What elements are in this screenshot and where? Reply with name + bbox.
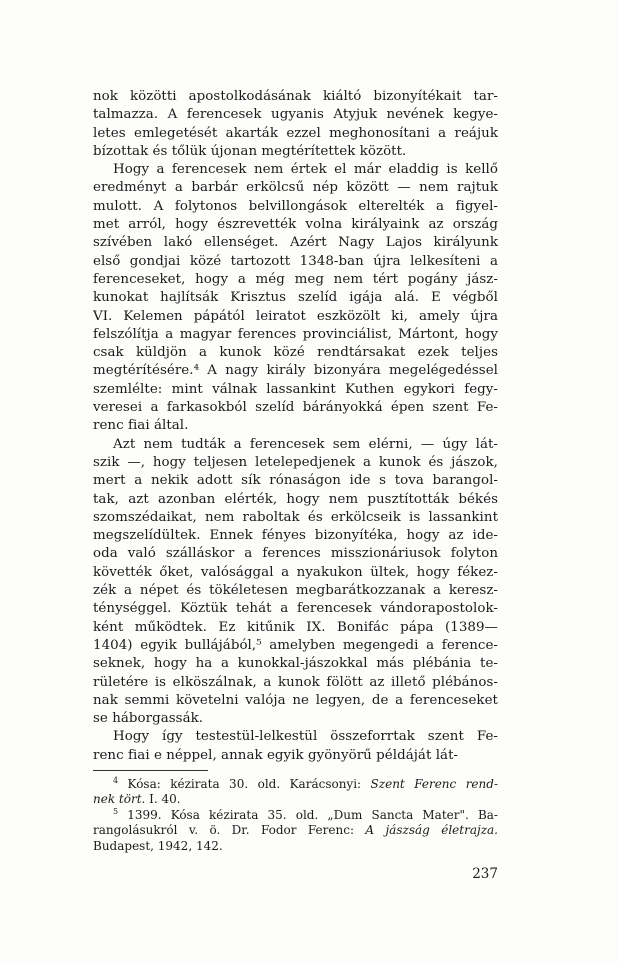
- text-line: tak, azt azonban elérték, hogy nem pusztították békés: [93, 491, 498, 507]
- footnote-title: A jászság életrajza.: [365, 823, 498, 838]
- main-text: [93, 88, 498, 765]
- paragraph: [93, 161, 498, 435]
- footnote-title: nek tört.: [93, 792, 146, 807]
- text-line: letes emlegetését akarták ezzel meghonosítani a reájuk: [93, 125, 498, 141]
- text-line: kunokat hajlítsák Krisztus szelíd igája alá. E végből: [93, 290, 498, 306]
- text-line: 1404) egyik bullájából,⁵ amelyben megengedi a ference-: [93, 637, 498, 653]
- text-line: szik —, hogy teljesen letelepedjenek a kunok és jászok,: [93, 454, 498, 470]
- text-line: met arról, hogy észrevették volna királyaink az ország: [93, 217, 498, 233]
- text-line: nok közötti apostolkodásának kiáltó bizonyítékait tar-: [93, 89, 498, 104]
- paragraph: [93, 436, 498, 729]
- footnote-text: 1399. Kósa kézirata 35. old. „Dum Sancta Mater". Ba-: [127, 807, 498, 822]
- text-line: seknek, hogy ha a kunokkal-jászokkal más plébánia te-: [93, 656, 498, 672]
- text-line: veresei a farkasokból szelíd bárányokká épen szent Fe-: [93, 400, 498, 416]
- text-line: bízottak és tőlük újonan megtérítettek között.: [93, 143, 407, 159]
- text-line: zék a népet és tökéletesen megbarátkozzanak a keresz-: [93, 583, 498, 599]
- footnote-line: [93, 823, 498, 838]
- text-line: ként működtek. Ez kitűnik IX. Bonifác pápa (1389—: [93, 619, 498, 635]
- text-line: renc fiai által.: [93, 418, 189, 434]
- text-line: rületére is elköszálnak, a kunok fölött az illető plébános-: [93, 674, 498, 690]
- footnote-line: [93, 777, 498, 792]
- text-line: csak küldjön a kunok közé rendtársakat ezek teljes: [93, 345, 498, 361]
- paragraph: [93, 728, 498, 765]
- text-line: megszelídültek. Ennek fényes bizonyítéka, hogy az ide-: [93, 528, 498, 544]
- text-line: felszólítja a magyar ferences provinciálist, Mártont, hogy: [93, 326, 498, 342]
- text-line: megtérítésére.⁴ A nagy király bizonyára megelégedéssel: [93, 363, 498, 379]
- text-line: talmazza. A ferencesek ugyanis Atyjuk nevének kegye-: [93, 107, 498, 123]
- text-line: oda való szálláskor a ferences misszionáriusok folyton: [93, 546, 498, 562]
- footnote-4: [93, 777, 498, 808]
- text-line: szívében lakó ellenséget. Azért Nagy Lajos királyunk: [93, 235, 498, 251]
- footnote-line: [93, 808, 498, 823]
- footnote-mark: 4: [113, 776, 119, 785]
- footnote-text: rangolásukról v. ö. Dr. Fodor Ferenc:: [93, 823, 366, 838]
- footnotes: [93, 770, 498, 854]
- text-line: Hogy a ferencesek nem értek el már eladdig is kellő: [113, 162, 498, 178]
- footnote-mark: 5: [113, 806, 119, 816]
- footnote-line: [93, 839, 498, 854]
- footnote-text: Kósa: kézirata 30. old. Karácsonyi:: [127, 777, 371, 791]
- text-line: renc fiai e néppel, annak egyik gyönyörű példáját lát-: [93, 747, 459, 763]
- text-line: szomszédaikat, nem raboltak és erkölcseik is lassankint: [93, 509, 498, 525]
- text-line: első gondjai közé tartozott 1348-ban újra lelkesíteni a: [93, 253, 498, 269]
- text-line: eredményt a barbár erkölcsű nép között — nem rajtuk: [93, 180, 498, 196]
- text-line: se háborgassák.: [93, 711, 204, 727]
- footnote-list: [93, 777, 498, 854]
- footnote-text: I. 40.: [145, 792, 181, 807]
- text-line: Azt nem tudták a ferencesek sem elérni, — úgy lát-: [113, 436, 498, 452]
- text-line: szemlélte: mint válnak lassankint Kuthen egykori fegy-: [93, 381, 498, 397]
- footnote-title: Szent Ferenc rend-: [370, 777, 498, 791]
- footnote-divider: [93, 770, 208, 771]
- text-line: nak semmi követelni valója ne legyen, de a ferenceseket: [93, 692, 498, 708]
- footnote-5: [93, 808, 498, 854]
- text-line: VI. Kelemen pápától leiratot eszközölt ki, amely újra: [93, 308, 498, 324]
- footnote-line: [93, 792, 498, 807]
- text-line: mert a nekik adott sík rónaságon ide s tova barangol-: [93, 473, 498, 489]
- paragraph: [93, 88, 498, 161]
- page-number: 237: [472, 866, 498, 882]
- text-line: ferenceseket, hogy a még meg nem tért pogány jász-: [93, 271, 498, 287]
- text-line: mulott. A folytonos belvillongások elterelték a figyel-: [93, 198, 498, 214]
- text-line: követték őket, valósággal a nyakukon ültek, hogy fékez-: [93, 564, 498, 580]
- text-line: Hogy így testestül-lelkestül összeforrtak szent Fe-: [113, 729, 498, 745]
- text-line: ténységgel. Köztük tehát a ferencesek vándorapostolok-: [93, 601, 498, 617]
- footnote-text: Budapest, 1942, 142.: [93, 838, 223, 853]
